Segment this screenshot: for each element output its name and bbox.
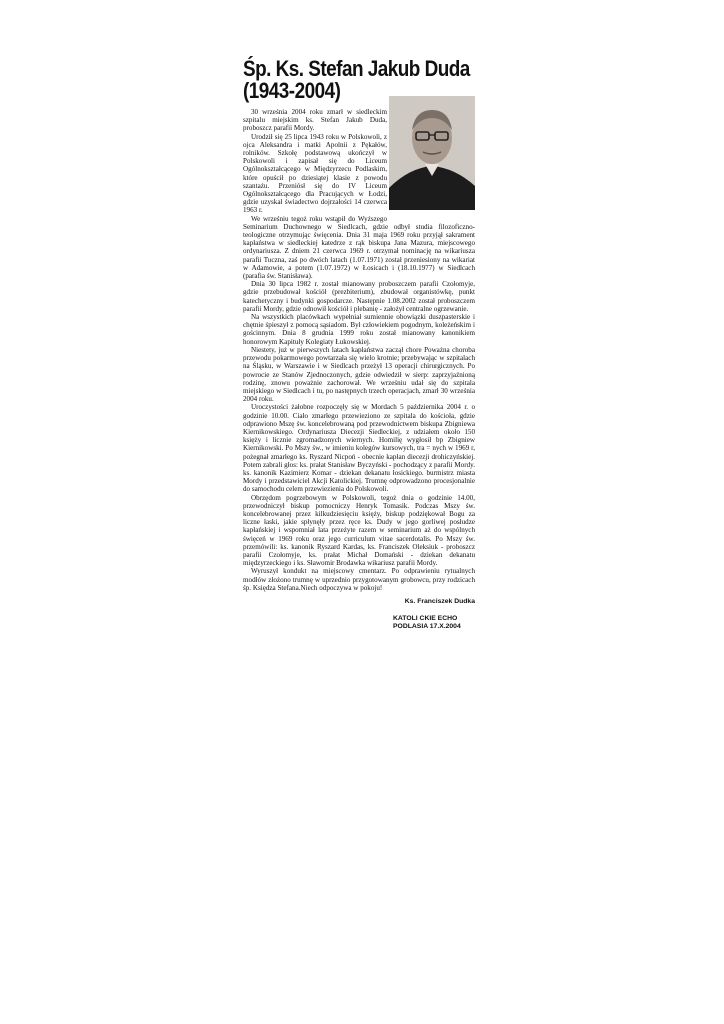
author-signature: Ks. Franciszek Dudka [404,597,475,605]
paragraph: Niestety, już w pierwszych latach kapłaństwa zaczął chore Poważna choroba przewodu pokarmowego powtarzała się wielo krotnie; przebywając w szpitalach na Śląsku, w Warszawie i w Siedlcach przeżył 13 operacji chirurgicznych. Po powrocie ze Stanów Zjednoczonych, gdzie odwiedził w sierp: zaprzyjaźnioną rodzinę, znowu poważnie zachorował. We wrześniu udał się do szpitala miejskiego w Siedlcach i tu, po następnych trzech operacjach, zmarł 30 września 2004 roku. [243,345,475,404]
source-line-2: PODLASIA 17.X.2004 [393,622,461,630]
paragraph: Dnia 30 lipca 1982 r. został mianowany proboszczem parafii Czołomyje, gdzie przebudował kościół (prezbiterium), zbudował organistówkę, punkt katechetyczny i budynki gospodarcze. Następnie 1.08.2002 został proboszczem parafii Mordy, gdzie odnowił kościół i plebanię - założył centralne ogrzewanie. [243,280,475,313]
title-line-1: Śp. Ks. Stefan Jakub Duda [243,56,470,81]
article-body [243,108,475,592]
paragraph: 30 września 2004 roku zmarł w siedleckim szpitalu miejskim ks. Stefan Jakub Duda, proboszcz parafii Mordy. [243,108,387,133]
paragraph: Na wszystkich placówkach wypełniał sumiennie obowiązki duszpasterskie i chętnie śpieszył z pomocą sąsiadom. Był człowiekiem pogodnym, koleżeńskim i gościnnym. Dnia 8 grudnia 1999 roku został mianowany kanonikiem honorowym Kapituły Kolegiaty Łukowskiej. [243,313,475,346]
article-column [243,58,475,631]
paragraph: Obrzędom pogrzebowym w Polskowoli, tegoż dnia o godzinie 14.00, przewodniczył biskup pomocniczy Henryk Tomasik. Podczas Mszy św. koncelebrowanej przez kilkudziesięciu księży, biskup podziękował Bogu za liczne łaski, jakie spłynęły przez ręce ks. Dudy w jego gorliwej posłudze kapłańskiej i wspomniał lata przeżyte razem w seminarium aż do wspólnych święceń w 1969 roku oraz jego curriculum vitae sacerdotalis. Po Mszy św. przemówili: ks. kanonik Ryszard Kardas, ks. Franciszek Oleksiuk - proboszcz parafii Czołomyje, ks. prałat Michał Domański - dziekan dekanatu międzyrzeckiego i ks. Sławomir Brodawka wikariusz parafii Mordy. [243,493,475,568]
paragraph: We wrześniu tegoż roku wstąpił do Wyższego Seminarium Duchownego w Siedlcach, gdzie odbył studia filozoficzno-teologiczne otrzymując święcenia. Dnia 31 maja 1969 roku przyjął sakrament kapłaństwa w siedleckiej katedrze z rąk biskupa Jana Mazura, miejscowego ordynariusza. Z dniem 21 czerwca 1969 r. otrzymał nominację na wikariusza parafii Tuczna, zaś po dwóch latach (1.07.1971) został przeniesiony na wikariat w Adamowie, a potem (1.07.1972) w Łosicach i (18.10.1977) w Siedlcach (parafia św. Stanisława). [243,214,475,281]
title-line-2: (1943-2004) [243,78,341,103]
paragraph: Wyruszył kondukt na miejscowy cmentarz. Po odprawieniu rytualnych modłów złożono trumnę w uprzednio przygotowanym grobowcu, przy rodzicach śp. Księdza Stefana.Niech odpoczywa w pokoju! [243,567,475,592]
source-line-1: KATOLI CKIE ECHO [393,614,458,622]
paragraph: Urodził się 25 lipca 1943 roku w Polskowoli, z ojca Aleksandra i matki Apolnii z Pękałów, rolników. Szkołę podstawową ukończył w Polskowoli i zapisał się do Liceum Ogólnokształcącego w Międzyrzecu Podlaskim, które opuścił po dziesiątej klasie z powodu szantażu. Przeniósł się do IV Liceum Ogólnokształcącego dla Pracujących w Łodzi, gdzie uzyskał świadectwo dojrzałości 14 czerwca 1963 r. [243,132,387,215]
publication-source [393,615,475,631]
paragraph: Uroczystości żałobne rozpoczęły się w Mordach 5 października 2004 r. o godzinie 10.00. Ciało zmarłego przewieziono ze szpitala do kościoła, gdzie odprawiono Mszę św. koncelebrowaną pod przewodnictwem biskupa Zbigniewa Kiernikowskiego. Ordynariusza Diecezji Siedleckiej, z udziałem około 150 księży i licznie zgromadzonych wiernych. Homilię wygłosił bp Zbigniew Kiernikowski. Po Mszy św., w imieniu kolegów kursowych, tra = nych w 1969 r, pożegnał zmarłego ks. Ryszard Nicpoń - obecnie kapłan diecezji drohiczyńskiej. Potem zabrali głos: ks. prałat Stanisław Byczyński - pochodzący z parafii Mordy. ks. kanonik Kazimierz Komar - dziekan dekanatu łosickiego. burmistrz miasta Mordy i przedstawiciel Akcji Katolickiej. Trumnę odprowadzono procesjonalnie do samochodu celem przewiezienia do Polskowoli. [243,403,475,494]
